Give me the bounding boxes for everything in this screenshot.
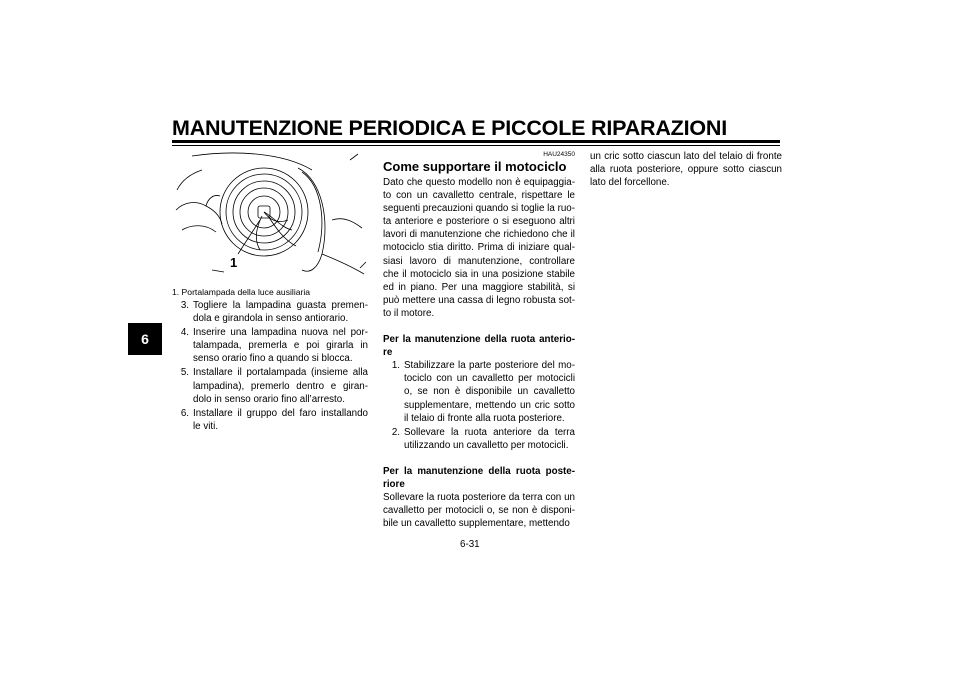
figure-caption: 1. Portalampada della luce ausiliaria: [172, 287, 311, 297]
section-code: HAU24350: [543, 151, 575, 158]
step-number: 2.: [391, 426, 400, 438]
list-item: [172, 407, 368, 433]
left-column: [172, 299, 368, 434]
rear-wheel-paragraph: Sollevare la ruota posteriore da terra con un cavalletto per motocicli o, se non è disponi-bile un cavalletto supplementare, mettendo: [383, 492, 575, 530]
header-rule-thick: [172, 140, 780, 143]
bulb-replacement-steps: [172, 299, 368, 433]
step-text: Installare il gruppo del faro installando le viti.: [193, 407, 368, 432]
continued-paragraph: un cric sotto ciascun lato del telaio di fronte alla ruota posteriore, oppure sotto ciascun lato del forcellone.: [590, 151, 782, 189]
figure-callout-number: 1: [230, 255, 238, 270]
list-item: [172, 366, 368, 405]
list-item: [172, 326, 368, 365]
right-column: [590, 150, 782, 189]
step-text: Sollevare la ruota anteriore da terra utilizzando un cavalletto per motocicli.: [404, 426, 575, 451]
step-text: Installare il portalampada (insieme alla lampadina), premerlo dentro e giran-dolo in senso orario fino all’arresto.: [193, 367, 368, 405]
front-wheel-steps: [383, 359, 575, 452]
list-item: [383, 426, 575, 452]
list-item: [172, 299, 368, 325]
step-number: 3.: [180, 300, 189, 311]
step-text: Stabilizzare la parte posteriore del mo-tociclo con un cavalletto per motocicli o, se non è disponibile un cavalletto supplementare, mettendo un cric sotto il telaio di fronte alla ruota posteriore.: [404, 360, 575, 424]
chapter-tab: 6: [128, 323, 162, 355]
page-number: 6-31: [460, 539, 480, 550]
front-wheel-heading: Per la manutenzione della ruota anterio-re: [383, 334, 575, 359]
headlight-illustration: [172, 150, 368, 282]
step-number: 5.: [180, 367, 189, 379]
section-heading: Come supportare il motociclo: [383, 159, 567, 174]
headlight-drawing: [172, 150, 368, 282]
middle-column: [383, 150, 575, 530]
header-rule-thin: [172, 145, 780, 146]
page-title: MANUTENZIONE PERIODICA E PICCOLE RIPARAZIONI: [172, 116, 727, 140]
step-number: 1.: [391, 360, 400, 372]
step-number: 6.: [180, 407, 189, 419]
intro-paragraph: Dato che questo modello non è equipaggia-to con un cavalletto centrale, rispettare le seguenti precauzioni quando si toglie la ruo-ta anteriore e posteriore o si eseguono altri lavori di manutenzione che richiedono che il motociclo stia diritto. Prima di iniziare qual-siasi lavoro di manutenzione, controllare che il motociclo sia in una posizione stabile ed in piano. Per una maggiore stabilità, si può mettere una cassa di legno robusta sot-to il motore.: [383, 177, 575, 319]
rear-wheel-heading: Per la manutenzione della ruota poste-riore: [383, 465, 575, 490]
step-number: 4.: [180, 327, 189, 339]
list-item: [383, 359, 575, 424]
step-text: Togliere la lampadina guasta premen-dola e girandola in senso antiorario.: [193, 300, 368, 325]
step-text: Inserire una lampadina nuova nel por-talampada, premerla e poi girarla in senso orario fino a quando si blocca.: [193, 327, 368, 365]
